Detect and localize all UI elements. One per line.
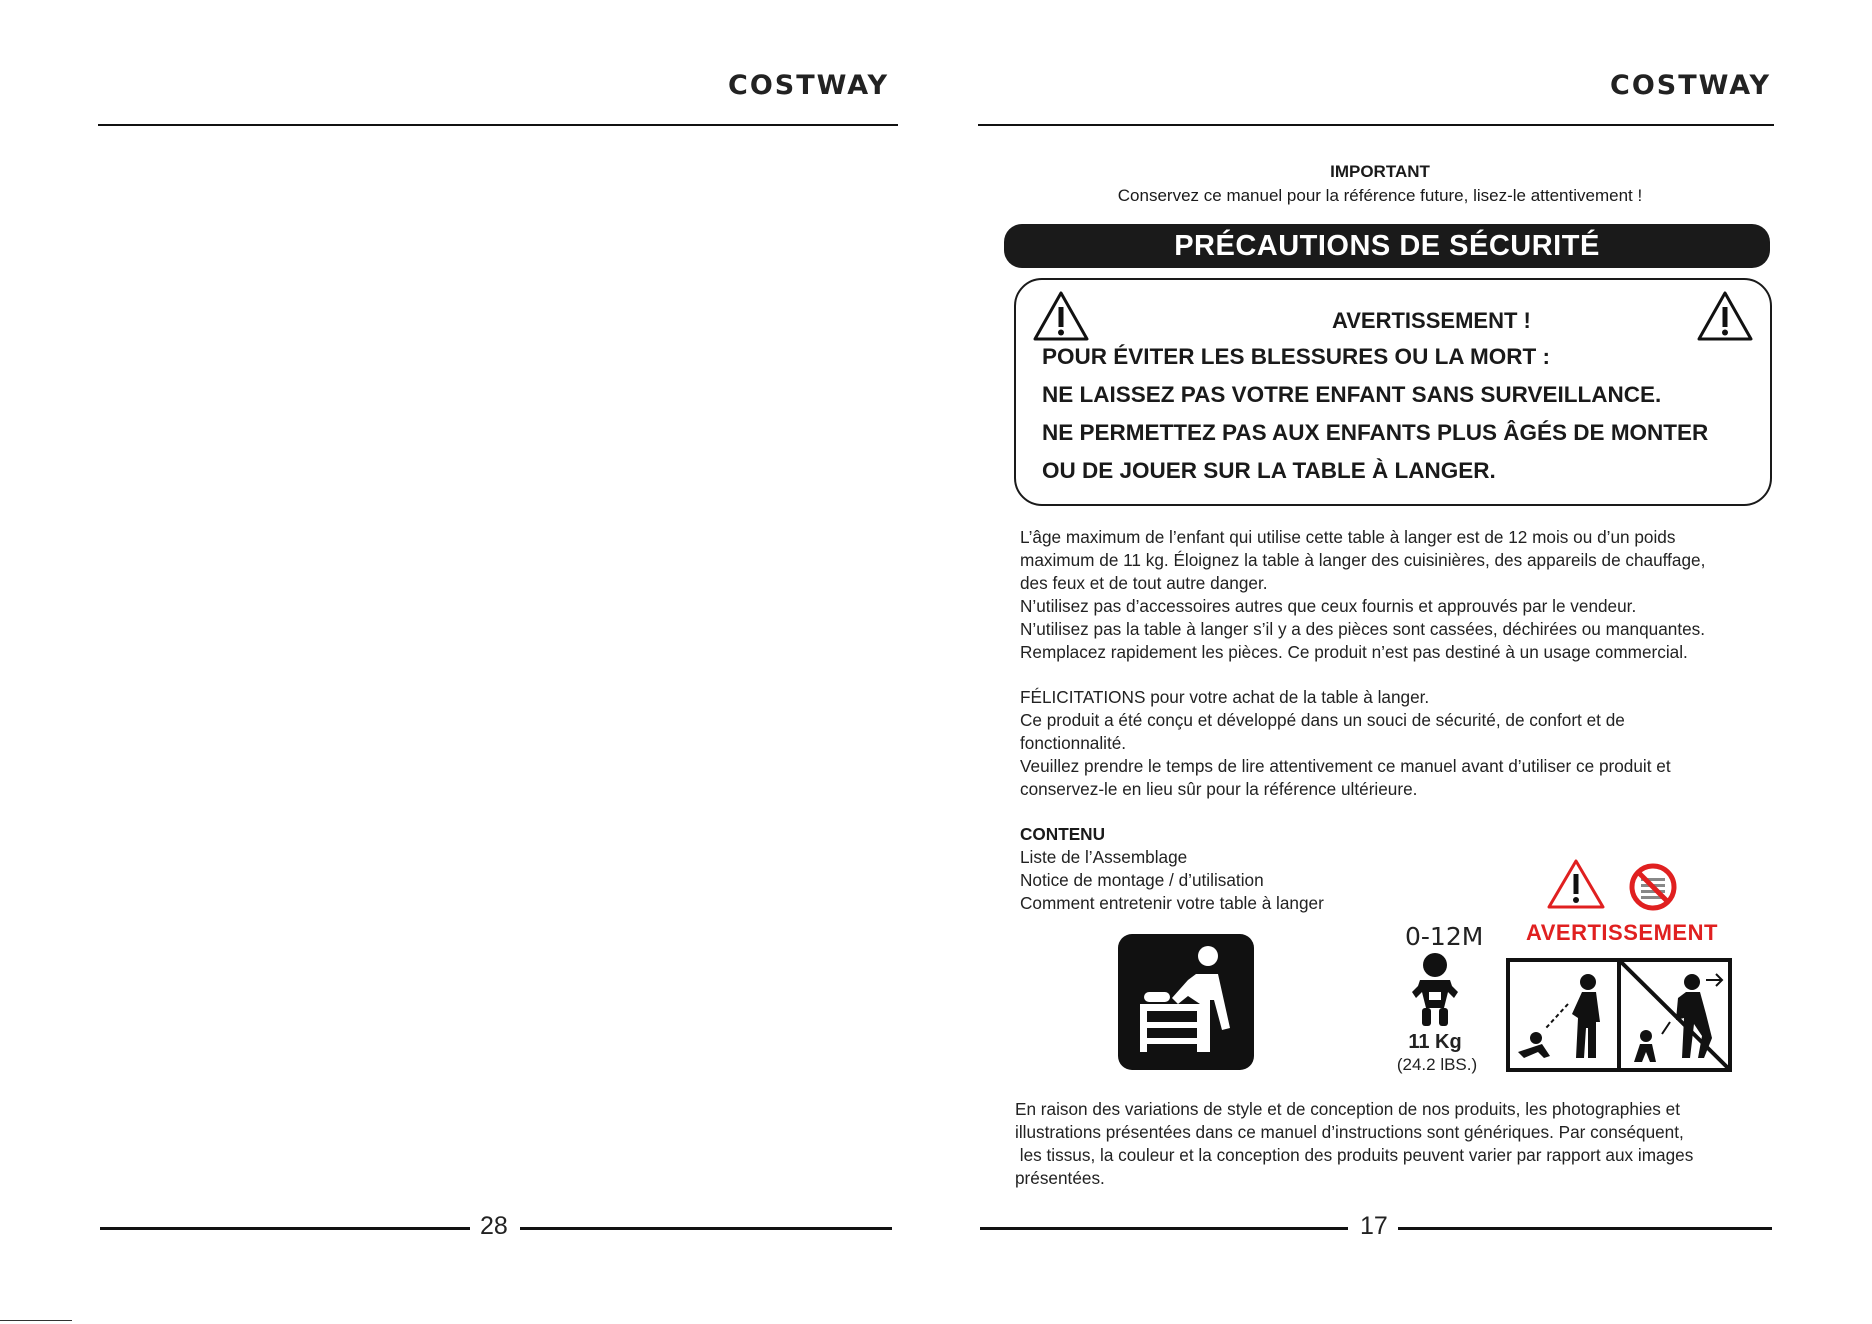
intro-text-line: Ce produit a été conçu et développé dans un souci de sécurité, de confort et de — [1020, 710, 1625, 730]
intro-text-line: fonctionnalité. — [1020, 733, 1127, 753]
contents-title: CONTENU — [1020, 824, 1105, 844]
safety-banner: PRÉCAUTIONS DE SÉCURITÉ — [1004, 224, 1770, 268]
right-brand-logo: COSTWAY — [1610, 70, 1772, 101]
intro-text-line: conservez-le en lieu sûr pour la référence ultérieure. — [1020, 779, 1418, 799]
right-footer-rule-right — [1398, 1227, 1772, 1230]
disclaimer-line: En raison des variations de style et de conception de nos produits, les photographies et — [1015, 1099, 1681, 1119]
disclaimer-line: illustrations présentées dans ce manuel d’instructions sont génériques. Par conséquent, — [1015, 1122, 1684, 1142]
safety-text-line: Remplacez rapidement les pièces. Ce produit n’est pas destiné à un usage commercial. — [1020, 642, 1688, 662]
warning-box — [1014, 278, 1772, 506]
left-page-number: 28 — [480, 1212, 508, 1240]
safety-text-line: L’âge maximum de l’enfant qui utilise cette table à langer est de 12 mois ou d’un poids — [1020, 527, 1676, 547]
safety-text-line: des feux et de tout autre danger. — [1020, 573, 1268, 593]
warning-triangle-icon — [1032, 290, 1090, 342]
right-page-number: 17 — [1360, 1212, 1388, 1240]
contents-item: Notice de montage / d’utilisation — [1020, 870, 1264, 890]
intro-text-line: Veuillez prendre le temps de lire attentivement ce manuel avant d’utiliser ce produit et — [1020, 756, 1671, 776]
warning-triangle-icon — [1546, 858, 1606, 910]
contents-item: Liste de l’Assemblage — [1020, 847, 1188, 867]
weight-lbs-label: (24.2 lBS.) — [1396, 1055, 1478, 1074]
weight-label: 11 Kg — [1408, 1031, 1462, 1053]
warning-line: NE LAISSEZ PAS VOTRE ENFANT SANS SURVEILLANCE. — [1042, 382, 1662, 407]
warning-triangle-icon — [1696, 290, 1754, 342]
disclaimer-line: présentées. — [1015, 1168, 1105, 1188]
intro-text-line: FÉLICITATIONS pour votre achat de la table à langer. — [1020, 687, 1430, 707]
safety-text-line: maximum de 11 kg. Éloignez la table à langer des cuisinières, des appareils de chauffage, — [1020, 550, 1706, 570]
warning-line: OU DE JOUER SUR LA TABLE À LANGER. — [1042, 458, 1496, 483]
important-subtitle: Conservez ce manuel pour la référence future, lisez-le attentivement ! — [1117, 186, 1643, 205]
red-warning-label: AVERTISSEMENT — [1526, 920, 1718, 945]
important-title: IMPORTANT — [1330, 162, 1430, 181]
warning-line: POUR ÉVITER LES BLESSURES OU LA MORT : — [1042, 344, 1550, 369]
left-brand-logo: COSTWAY — [728, 70, 890, 101]
contents-item: Comment entretenir votre table à langer — [1020, 893, 1324, 913]
supervision-pictogram — [1506, 958, 1732, 1072]
baby-icon — [1412, 952, 1458, 1028]
safety-text-line: N’utilisez pas la table à langer s’il y a des pièces sont cassées, déchirées ou manquantes. — [1020, 619, 1706, 639]
left-footer-rule-left — [100, 1227, 470, 1230]
warning-line: NE PERMETTEZ PAS AUX ENFANTS PLUS ÂGÉS DE MONTER — [1042, 420, 1709, 445]
warning-title: AVERTISSEMENT ! — [1332, 308, 1531, 333]
right-footer-rule-left — [980, 1227, 1348, 1230]
no-climbing-icon — [1628, 862, 1678, 912]
disclaimer-line: les tissus, la couleur et la conception des produits peuvent varier par rapport aux images — [1015, 1145, 1694, 1165]
safety-text-line: N’utilisez pas d’accessoires autres que ceux fournis et approuvés par le vendeur. — [1020, 596, 1637, 616]
right-header-rule — [978, 124, 1774, 126]
age-label: 0-12M — [1405, 922, 1484, 951]
left-header-rule — [98, 124, 898, 126]
left-footer-rule-right — [520, 1227, 892, 1230]
corner-mark — [0, 1320, 72, 1321]
changing-table-icon — [1118, 934, 1254, 1070]
